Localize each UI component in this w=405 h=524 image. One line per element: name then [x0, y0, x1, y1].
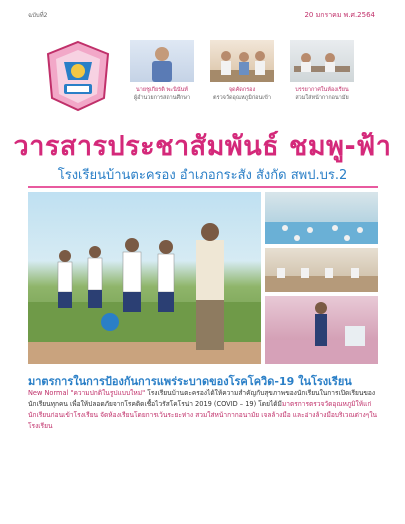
article-body	[28, 388, 383, 432]
divider	[28, 186, 378, 188]
issue-number: ฉบับที่2	[28, 12, 48, 19]
profile-caption-3: บรรยากาศในห้องเรียน สวมใส่หน้ากากอนามัย	[295, 87, 349, 101]
body-text-1: โรงเรียนบ้านตะครองได้ให้ความสำคัญกับสุขภาพของนักเรียนในการเปิดเรียนของนักเรียนทุกคน เพื่อให้ปลอดภัยจากโรคติดเชื้อไวรัสโคโรน่า 2019 (COVID – 19) โดยได้มี	[28, 389, 376, 408]
school-logo	[42, 40, 114, 112]
masthead-title: วารสารประชาสัมพันธ์ ชมพู-ฟ้า	[13, 131, 392, 162]
classroom-photo	[290, 40, 354, 82]
hall-distancing-photo	[265, 192, 378, 244]
classroom-students-photo	[265, 248, 378, 292]
profile-caption-1: นายชูเกียรติ พะนินันท์ ผู้อำนวยการสถานศึกษา	[133, 87, 191, 101]
handwashing-station-photo	[265, 296, 378, 364]
masthead-subtitle: โรงเรียนบ้านตะครอง อำเภอกระสัง สังกัด สพป.บร.2	[57, 168, 348, 183]
director-photo	[130, 40, 194, 82]
screening-photo	[210, 40, 274, 82]
profile-caption-2: จุดคัดกรอง ตรวจวัดอุณหภูมิก่อนเข้า	[213, 87, 271, 101]
article-headline: มาตรการในการป้องกันการแพร่ระบาดของโรคโควิด-19 ในโรงเรียน	[28, 375, 352, 388]
issue-date: 20 มกราคม พ.ศ.2564	[304, 11, 375, 19]
temperature-check-photo	[28, 192, 261, 364]
lead-accent: New Normal "ความปกติในรูปแบบใหม่"	[28, 389, 146, 397]
body-accent-2: มาตรการตรวจวัดอุณหภูมิให้แก่นักเรียนก่อนเข้าโรงเรียน จัดห้องเรียนโดยการเว้นระยะห่าง สวมใส่หน้ากากอนามัย เจลล้างมือ และอ่างล้างมือบริเวณต่างๆในโรงเรียน	[28, 400, 378, 430]
